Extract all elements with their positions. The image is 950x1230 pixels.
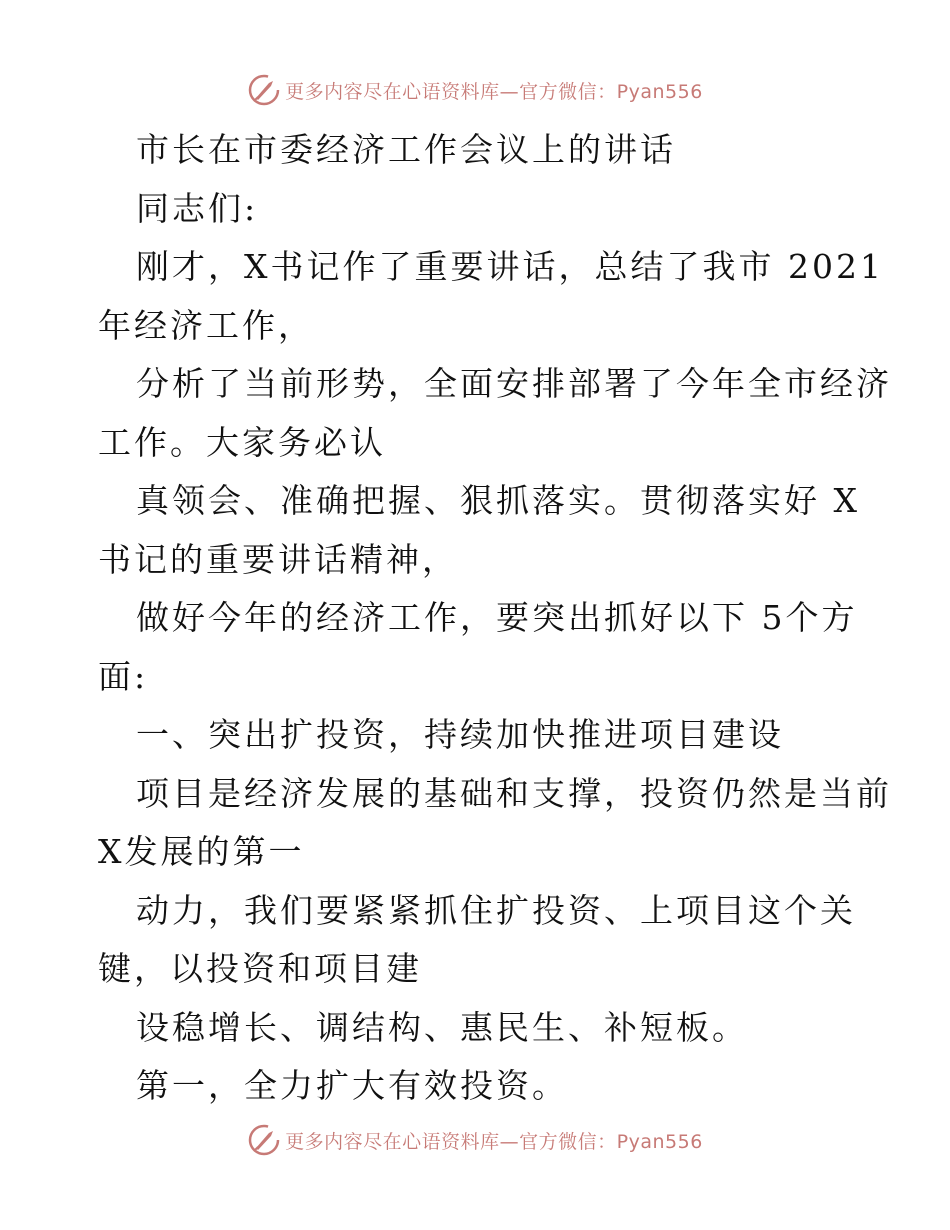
text-line: 工作。大家务必认 — [98, 422, 386, 462]
text-line: 同志们: — [136, 188, 259, 228]
text-line: 键，以投资和项目建 — [98, 949, 422, 988]
text-line: 项目是经济发展的基础和支撑，投资仍然是当前 — [136, 773, 892, 813]
text-line: 刚才，X书记作了重要讲话，总结了我市 2021 — [136, 247, 884, 286]
text-line: 分析了当前形势，全面安排部署了今年全市经济 — [136, 364, 892, 403]
watermark-text: 更多内容尽在心语资料库—官方微信：Pyan556 — [285, 1130, 703, 1153]
feather-pen-logo — [247, 73, 281, 107]
text-line: 真领会、准确把握、狠抓落实。贯彻落实好 X — [136, 481, 860, 520]
watermark-header — [0, 70, 950, 110]
text-line: 书记的重要讲话精神， — [98, 539, 458, 579]
text-line: 面: — [98, 656, 149, 696]
text-line: 做好今年的经济工作，要突出抓好以下 5个方 — [136, 598, 858, 637]
feather-pen-logo — [247, 1123, 281, 1157]
text-line: 第一，全力扩大有效投资。 — [136, 1066, 568, 1105]
text-line: 年经济工作， — [98, 305, 314, 345]
watermark-footer — [0, 1120, 950, 1160]
text-line: 一、突出扩投资，持续加快推进项目建设 — [136, 715, 784, 754]
document-body — [98, 121, 892, 1116]
text-line: X发展的第一 — [98, 832, 305, 871]
text-line: 设稳增长、调结构、惠民生、补短板。 — [136, 1007, 748, 1047]
document-title: 市长在市委经济工作会议上的讲话 — [136, 130, 676, 169]
text-line: 动力，我们要紧紧抓住扩投资、上项目这个关 — [136, 890, 856, 930]
watermark-text: 更多内容尽在心语资料库—官方微信：Pyan556 — [285, 80, 703, 103]
